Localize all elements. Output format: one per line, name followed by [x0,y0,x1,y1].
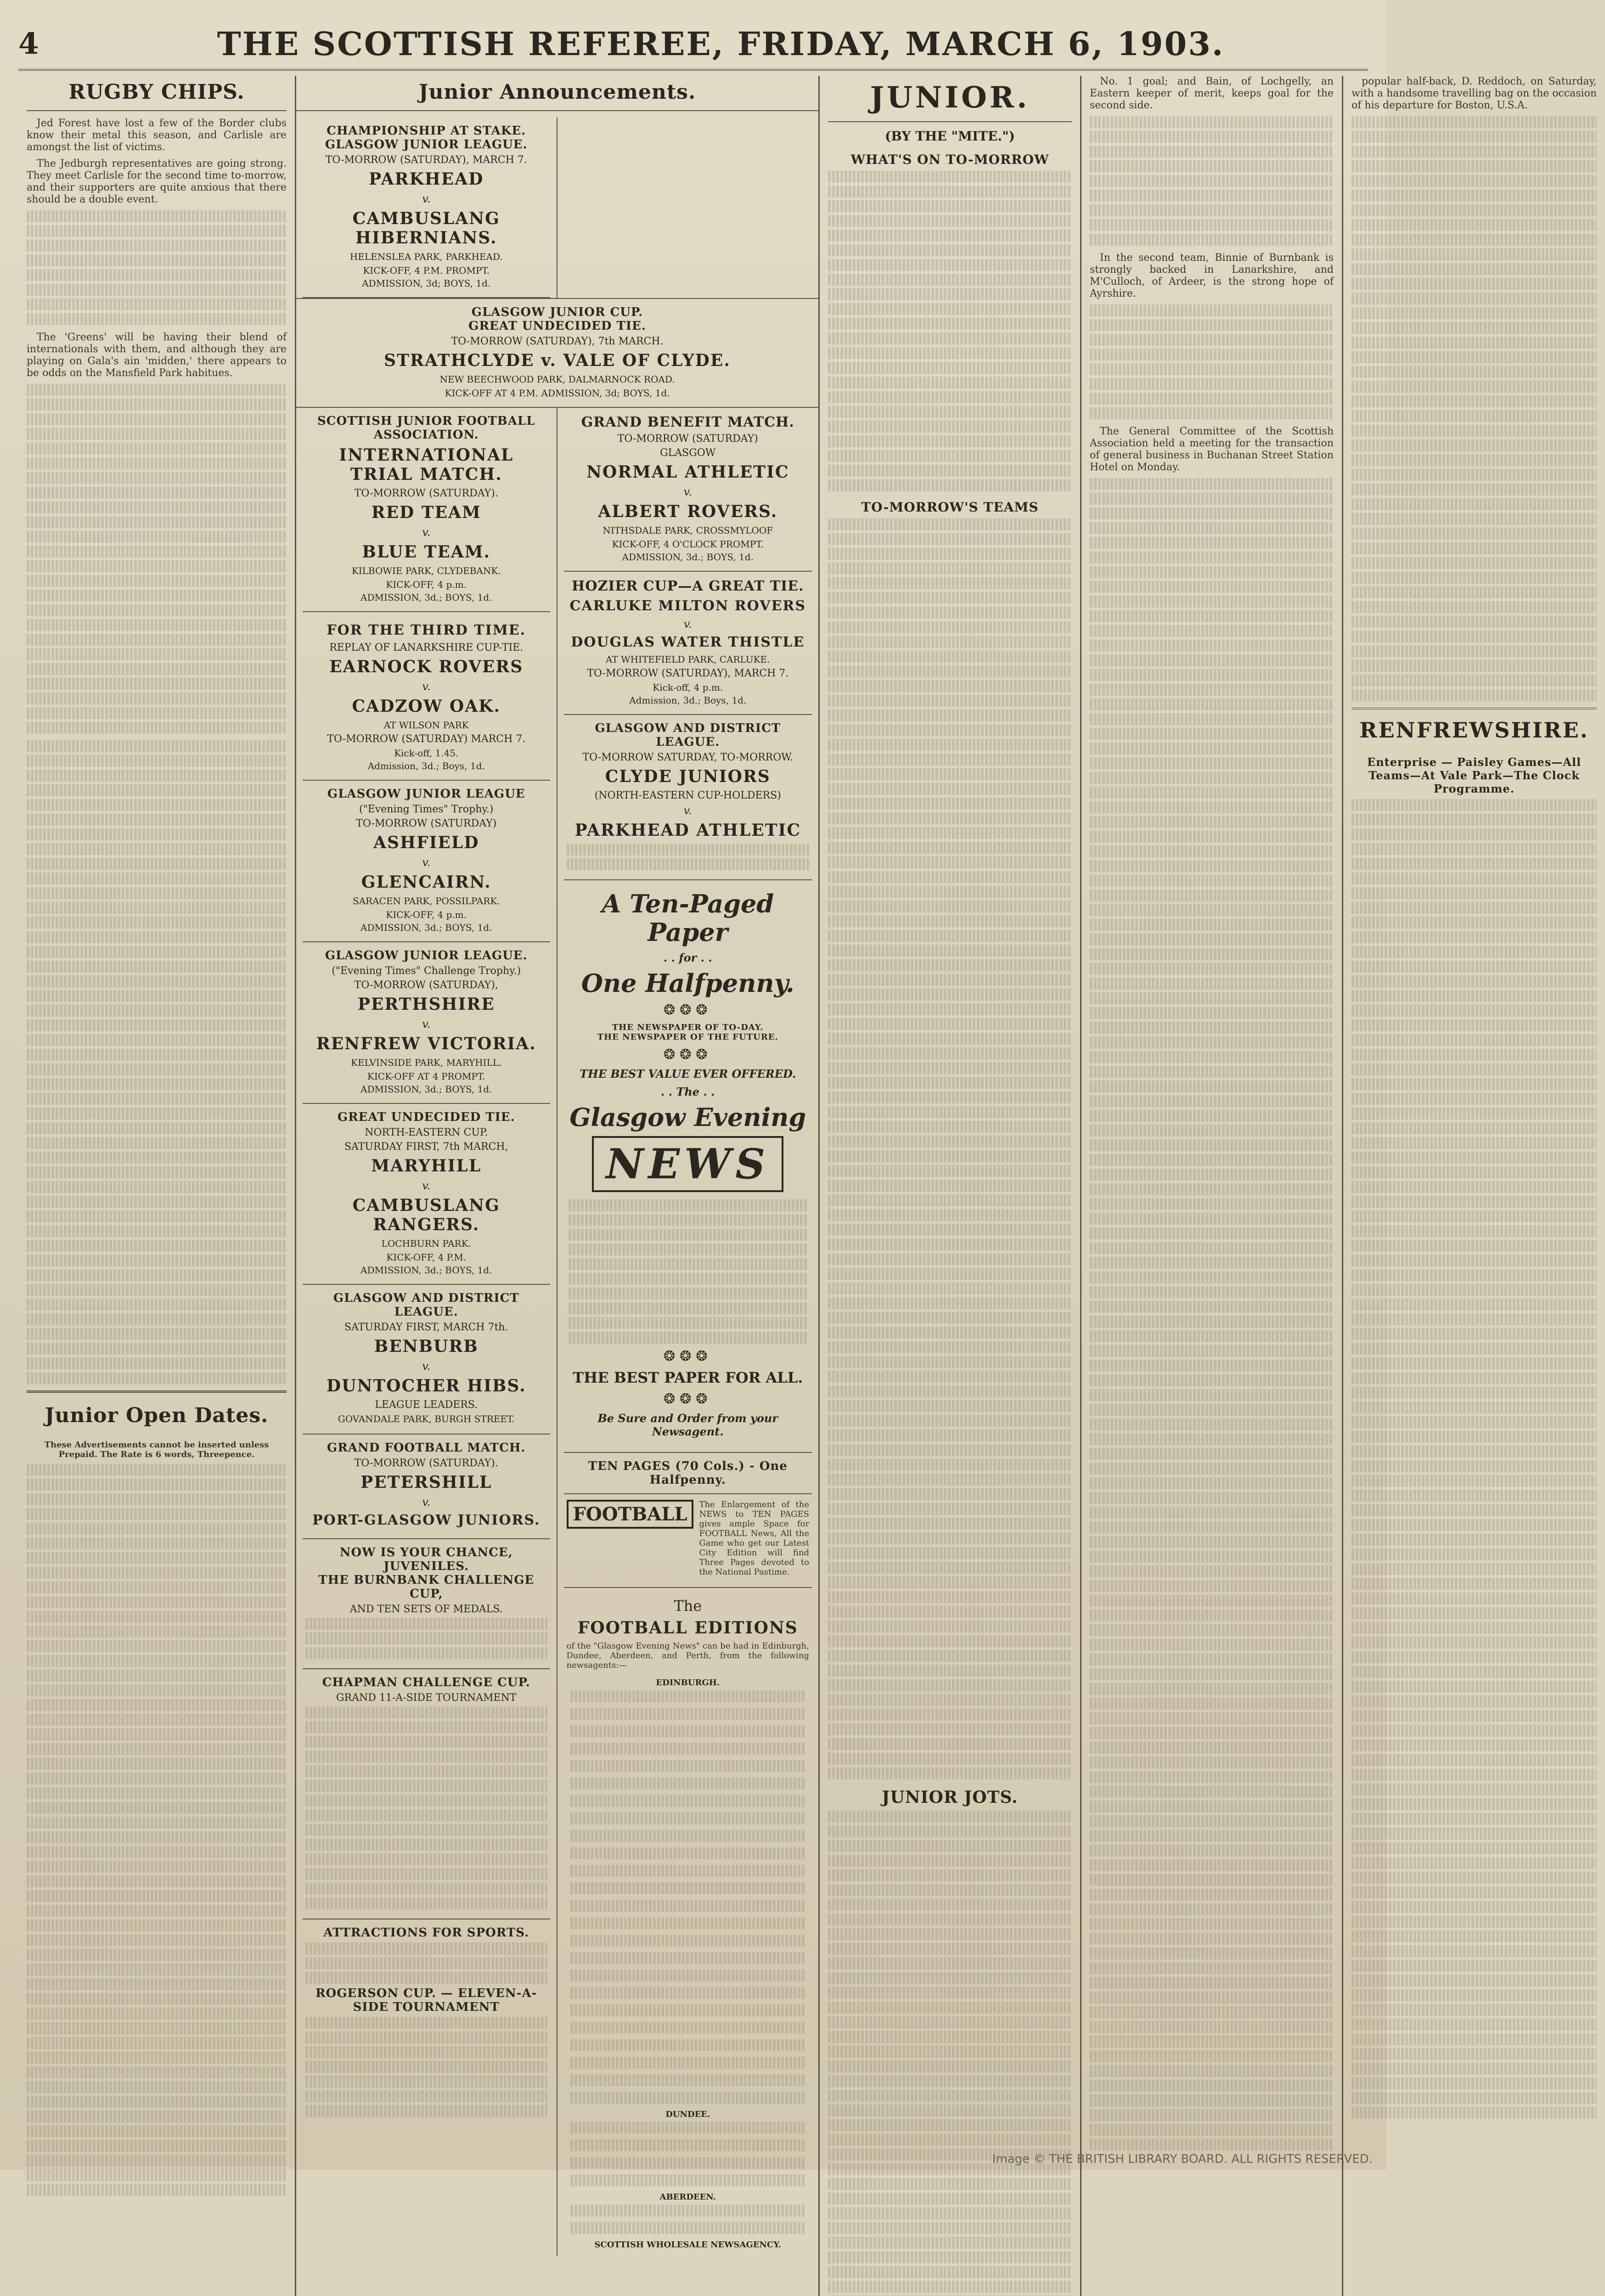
ad-line: THE BEST VALUE EVER OFFERED. [580,1067,796,1080]
ad-team: BENBURB [374,1337,479,1356]
renfrewshire-heading: RENFREWSHIRE. [1352,708,1597,747]
ad-line: CHAPMAN CHALLENGE CUP. [322,1676,530,1689]
ad-line: SATURDAY FIRST, 7th MARCH, [344,1141,508,1153]
ad-headline: One Halfpenny. [581,968,794,998]
ad-ten-pages [564,1453,812,1494]
ad-team: ASHFIELD [373,833,479,852]
ad-team: PARKHEAD [369,169,484,189]
ad-international-trial [303,408,550,612]
junior-subhead: WHAT'S ON TO-MORROW [850,152,1049,167]
ad-team: CADZOW OAK. [352,697,501,716]
ad-line: TO-MORROW (SATURDAY). [354,1458,498,1469]
article-paragraph: popular half-back, D. Reddoch, on Saturday, with a handsome travelling bag on the occasion of his departure for Boston, U.S.A. [1352,76,1597,111]
junior-announcements-heading: Junior Announcements. [296,76,818,111]
ad-venue: KELVINSIDE PARK, MARYHILL. [351,1057,502,1068]
ad-line: NORTH-EASTERN CUP. [365,1127,488,1138]
ad-hozier-cup [564,572,812,715]
ornament: ❂❂❂ [664,1002,712,1018]
rugby-paragraph: The Jedburgh representatives are going strong. They meet Carlisle for the second time to-morrow, and their supporters are quite anxious that there should be a double event. [27,158,287,205]
ad-kickoff: Kick-off, 1.45. [394,748,459,759]
ad-line: TO-MORROW SATURDAY, TO-MORROW. [582,752,794,763]
ad-petershill [303,1435,550,1539]
ad-team: RED TEAM [371,503,481,522]
open-dates-note: These Advertisements cannot be inserted unless Prepaid. The Rate is 6 words, Threepence. [44,1440,269,1459]
ad-team: GLENCAIRN. [361,872,491,892]
ad-team: ALBERT ROVERS. [598,502,778,521]
ad-team: PERTHSHIRE [357,995,495,1014]
rugby-paragraph: The 'Greens' will be having their blend of internationals with them, and although they are playing on Gala's ain 'midden,' there appears to be odds on the Mansfield Park habitues. [27,332,287,379]
ad-admission: ADMISSION, 3d.; BOYS, 1d. [360,1084,492,1095]
ad-line: GREAT UNDECIDED TIE. [468,319,646,333]
ad-team: CLYDE JUNIORS [605,767,771,786]
announcements-left [296,118,558,298]
ad-venue: AT WHITEFIELD PARK, CARLUKE. [606,654,770,665]
ad-line: GLASGOW JUNIOR LEAGUE [327,787,525,801]
ad-strathclyde [303,299,812,407]
ad-venue: NEW BEECHWOOD PARK, DALMARNOCK ROAD. [439,374,675,385]
ad-venue: SARACEN PARK, POSSILPARK. [352,895,500,906]
ad-headline: Glasgow Evening [569,1103,806,1132]
ad-line: REPLAY OF LANARKSHIRE CUP-TIE. [329,642,524,653]
ad-benburb [303,1285,550,1435]
ad-line: TO-MORROW (SATURDAY). [354,488,498,499]
ad-kickoff: KICK-OFF, 4 P.M. [386,1252,467,1263]
ad-line: TO-MORROW (SATURDAY), MARCH 7. [325,154,527,166]
ad-championship [303,118,550,298]
article-text-block [1352,799,1597,2119]
ad-team: CAMBUSLANG HIBERNIANS. [352,209,500,248]
ad-line: THE BURNBANK CHALLENGE CUP, [318,1573,535,1601]
city-heading: SCOTTISH WHOLESALE NEWSAGENCY. [594,2240,782,2250]
ad-line: ATTRACTIONS FOR SPORTS. [323,1926,529,1940]
ad-line: SCOTTISH JUNIOR FOOTBALL ASSOCIATION. [317,414,535,442]
ad-kickoff: KICK-OFF AT 4 P.M. ADMISSION, 3d; BOYS, 1d. [445,388,670,399]
ad-line: THE NEWSPAPER OF THE FUTURE. [597,1032,778,1042]
ad-admission: ADMISSION, 3d; BOYS, 1d. [362,278,491,289]
ad-vs: v. [422,856,431,869]
ad-admission: ADMISSION, 3d.; BOYS, 1d. [360,1265,492,1276]
ad-line: THE NEWSPAPER OF TO-DAY. [612,1023,764,1032]
ad-admission: Admission, 3d.; Boys, 1d. [367,760,485,771]
ad-line: GLASGOW AND DISTRICT LEAGUE. [595,721,781,749]
ad-line: SATURDAY FIRST, MARCH 7th. [344,1322,508,1333]
rugby-chips-heading: RUGBY CHIPS. [27,76,287,111]
column-renfrewshire [1343,76,1605,2296]
ad-line: GLASGOW JUNIOR LEAGUE. [325,949,528,962]
ad-attractions [303,1919,550,2126]
ad-team: CAMBUSLANG RANGERS. [352,1196,500,1234]
ad-line: GLASGOW [660,447,716,459]
ad-line: GRAND BENEFIT MATCH. [581,414,794,430]
ad-ashfield [303,781,550,942]
ad-team: STRATHCLYDE v. VALE OF CLYDE. [384,351,731,370]
ad-admission: Admission, 3d.; Boys, 1d. [629,695,747,706]
ad-text: of the "Glasgow Evening News" can be had in Edinburgh, Dundee, Aberdeen, and Perth, from the following newsagents:— [566,1641,809,1670]
article-paragraph: The General Committee of the Scottish Association held a meeting for the transaction of general business in Buchanan Street Station Hotel on Monday. [1090,426,1334,473]
ad-line: GRAND FOOTBALL MATCH. [327,1441,526,1455]
open-dates-heading: Junior Open Dates. [45,1404,269,1427]
ad-vs: v. [683,485,692,498]
ad-third-time [303,612,550,781]
ad-team: DUNTOCHER HIBS. [326,1376,526,1396]
ad-venue: LOCHBURN PARK. [381,1238,471,1249]
ad-maryhill [303,1104,550,1285]
ad-line: ("Evening Times" Trophy.) [359,804,494,815]
newsagent-list [567,1675,810,2250]
article-text-block [1090,304,1334,419]
column-junior-continued [1081,76,1343,2296]
city-heading: EDINBURGH. [656,1678,720,1688]
article-text-block [1090,478,1334,2150]
news-logo: NEWS [592,1136,783,1192]
ad-line: GLASGOW JUNIOR LEAGUE. [325,138,528,152]
ad-line: GRAND 11-A-SIDE TOURNAMENT [336,1692,517,1704]
ad-line: INTERNATIONAL TRIAL MATCH. [339,445,514,484]
ad-team: PETERSHILL [360,1473,492,1492]
city-heading: ABERDEEN. [659,2192,716,2202]
image-credit: Image © THE BRITISH LIBRARY BOARD. ALL RIGHTS RESERVED. [992,2152,1373,2166]
ad-line: HOZIER CUP—A GREAT TIE. [572,578,804,594]
ad-team: CARLUKE MILTON ROVERS [569,598,806,614]
rugby-paragraph: Jed Forest have lost a few of the Border clubs know their metal this season, and Carlisle are amongst the list of victims. [27,118,287,153]
ad-venue: GOVANDALE PARK, BURGH STREET. [338,1413,515,1424]
column-junior [820,76,1081,2296]
ad-perthshire [303,942,550,1104]
ad-clyde-juniors [564,715,812,880]
ad-line: FOR THE THIRD TIME. [327,622,526,638]
ad-line: GLASGOW JUNIOR CUP. [471,305,643,319]
ad-vs: v. [422,526,431,539]
junior-subhead: TO-MORROW'S TEAMS [861,500,1039,515]
ad-team: PORT-GLASGOW JUNIORS. [312,1512,541,1528]
ad-line: AND TEN SETS OF MEDALS. [349,1604,503,1615]
newspaper-title: THE SCOTTISH REFEREE, FRIDAY, MARCH 6, 1903. [217,24,1225,63]
teams-block [828,518,1072,1779]
ad-football-editions [564,1588,812,2256]
ad-admission: ADMISSION, 3d.; BOYS, 1d. [360,922,492,933]
ad-line: TO-MORROW (SATURDAY), 7th MARCH. [451,336,664,347]
announcements-left-lower [296,408,558,2256]
junior-jots-heading: JUNIOR JOTS. [882,1788,1018,1807]
ad-venue: NITHSDALE PARK, CROSSMYLOOF [603,525,773,536]
ad-line: ROGERSON CUP. — ELEVEN-A-SIDE TOURNAMENT [315,1986,537,2014]
open-dates-listings [27,1464,287,2196]
ad-line: The [674,1597,702,1615]
ad-line: LEAGUE LEADERS. [375,1399,478,1411]
article-paragraph: In the second team, Binnie of Burnbank is strongly backed in Lanarkshire, and M'Culloch, of Ardeer, is the strong hope of Ayrshire. [1090,252,1334,299]
ad-venue: AT WILSON PARK [383,720,469,731]
ad-team: NORMAL ATHLETIC [586,462,789,482]
ad-venue: HELENSLEA PARK, PARKHEAD. [349,251,503,262]
column-announcements [296,76,820,2296]
article-text-block [27,384,287,734]
ad-headline: FOOTBALL EDITIONS [577,1618,798,1638]
ad-team: EARNOCK ROVERS [329,657,524,676]
ad-line: . . The . . [661,1085,715,1098]
ad-line: TO-MORROW (SATURDAY), [354,979,498,991]
ad-line: Be Sure and Order from your Newsagent. [597,1412,778,1438]
ad-vs: v. [422,1179,431,1192]
ad-headline: A Ten-Paged Paper [602,889,774,947]
ad-kickoff: KICK-OFF, 4 P.M. PROMPT. [363,265,490,276]
ad-row-strathclyde [296,298,818,408]
ad-vs: v. [422,1496,431,1508]
ad-line: CHAMPIONSHIP AT STAKE. [327,124,526,138]
ad-line: THE BEST PAPER FOR ALL. [573,1369,803,1386]
ad-burnbank [303,1539,550,1669]
ad-vs: v. [422,680,431,693]
ad-line: GLASGOW AND DISTRICT LEAGUE. [333,1291,519,1319]
ad-text: The Enlargement of the NEWS to TEN PAGES gives ample Space for FOOTBALL News, All the Game who get our Latest City Edition will find Three Pages devoted to the National Pastime. [699,1500,809,1577]
ad-line: NOW IS YOUR CHANCE, JUVENILES. [339,1546,513,1573]
ad-kickoff: Kick-off, 4 p.m. [653,682,723,693]
junior-byline: (BY THE "MITE.") [885,129,1015,144]
ad-admission: ADMISSION, 3d.; BOYS, 1d. [360,592,492,603]
ad-admission: ADMISSION, 3d.; BOYS, 1d. [622,551,754,563]
ad-line: . . for . . [663,951,712,964]
article-text-block [1352,116,1597,701]
renfrewshire-subhead: Enterprise — Paisley Games—All Teams—At Vale Park—The Clock Programme. [1367,755,1582,795]
ad-line: TEN PAGES (70 Cols.) - One Halfpenny. [588,1459,788,1487]
article-text-block [27,210,287,325]
city-heading: DUNDEE. [665,2110,710,2119]
team-listings-block [27,740,287,1384]
fixtures-block [828,171,1072,491]
ad-venue: KILBOWIE PARK, CLYDEBANK. [351,565,501,576]
ad-team: BLUE TEAM. [362,542,491,562]
jots-block [828,1811,1072,2296]
article-paragraph: No. 1 goal; and Bain, of Lochgelly, an Eastern keeper of merit, keeps goal for the second side. [1090,76,1334,111]
ad-football-enlargement [564,1494,812,1588]
ad-team: PARKHEAD ATHLETIC [574,821,801,840]
ad-line: TO-MORROW (SATURDAY) [617,433,758,445]
announcements-right [558,118,819,298]
article-text-block [1090,116,1334,246]
ad-chapman [303,1669,550,1919]
ad-line: ("Evening Times" Challenge Trophy.) [332,965,521,977]
ad-line: TO-MORROW (SATURDAY) MARCH 7. [327,733,526,745]
ad-kickoff: KICK-OFF AT 4 PROMPT. [367,1071,485,1082]
ad-vs: v. [683,618,692,630]
ad-line: TO-MORROW (SATURDAY) [356,818,497,829]
ad-team: RENFREW VICTORIA. [316,1034,536,1053]
masthead [18,18,1368,71]
ad-vs: v. [422,1018,431,1030]
ad-grand-benefit [564,408,812,572]
junior-heading: JUNIOR. [828,76,1072,122]
ad-kickoff: KICK-OFF, 4 p.m. [386,909,467,920]
ad-team: DOUGLAS WATER THISTLE [571,634,805,650]
column-rugby [18,76,296,2296]
ad-line: TO-MORROW (SATURDAY), MARCH 7. [587,668,789,679]
ad-team: MARYHILL [371,1156,482,1176]
ad-line: (NORTH-EASTERN CUP-HOLDERS) [594,790,781,801]
ad-vs: v. [422,1360,431,1373]
ad-kickoff: KICK-OFF, 4 p.m. [386,579,467,590]
ad-kickoff: KICK-OFF, 4 O'CLOCK PROMPT. [612,539,764,550]
ad-vs: v. [683,804,692,817]
ad-vs: v. [422,192,431,205]
ad-line: GREAT UNDECIDED TIE. [337,1110,515,1124]
page-number: 4 [18,26,39,61]
ad-glasgow-evening-news: A Ten-Paged Paper . . for . . One Halfpenny. ❂❂❂ THE NEWSPAPER OF TO-DAY. THE NEWSPAPER OF THE FUTURE. ❂❂❂ THE BEST VALUE EVER OFFERED. . . The . . Glasgow Evening NEWS ❂❂❂ THE BEST PAPER FOR ALL. ❂❂❂ Be Sure and Order from your Newsagent. [564,880,812,1453]
announcements-right-lower [558,408,819,2256]
football-label: FOOTBALL [567,1500,694,1529]
